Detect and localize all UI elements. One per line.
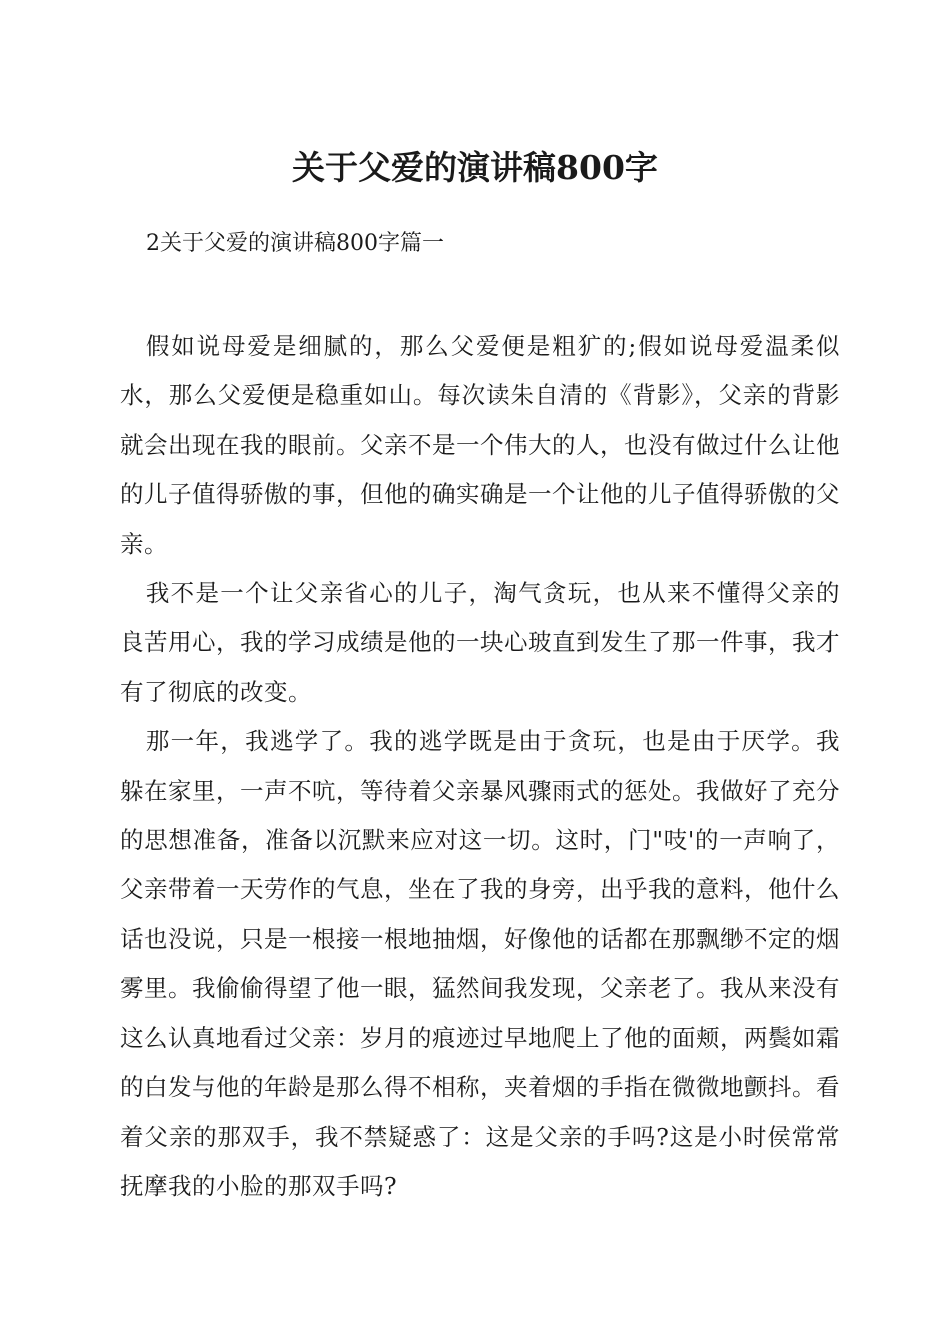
document-body [120, 322, 840, 1211]
document-subtitle: 2关于父爱的演讲稿800字篇一 [146, 231, 444, 256]
paragraph-1: 假如说母爱是细腻的，那么父爱便是粗犷的;假如说母爱温柔似水，那么父爱便是稳重如山。每次读朱自清的《背影》，父亲的背影就会出现在我的眼前。父亲不是一个伟大的人，也没有做过什么让他的儿子值得骄傲的事，但他的确实确是一个让他的儿子值得骄傲的父亲。 [120, 332, 840, 558]
paragraph-3: 那一年，我逃学了。我的逃学既是由于贪玩，也是由于厌学。我躲在家里，一声不吭，等待着父亲暴风骤雨式的惩处。我做好了充分的思想准备，准备以沉默来应对这一切。这时，门"吱'的一声响了，父亲带着一天劳作的气息，坐在了我的身旁，出乎我的意料，他什么话也没说，只是一根接一根地抽烟，好像他的话都在那飘缈不定的烟雾里。我偷偷得望了他一眼，猛然间我发现，父亲老了。我从来没有这么认真地看过父亲：岁月的痕迹过早地爬上了他的面颊，两鬓如霜的白发与他的年龄是那么得不相称，夹着烟的手指在微微地颤抖。看着父亲的那双手，我不禁疑惑了：这是父亲的手吗?这是小时侯常常抚摩我的小脸的那双手吗? [120, 727, 840, 1200]
document-title: 关于父爱的演讲稿800字 [292, 148, 658, 187]
paragraph-2: 我不是一个让父亲省心的儿子，淘气贪玩，也从来不懂得父亲的良苦用心，我的学习成绩是他的一块心玻直到发生了那一件事，我才有了彻底的改变。 [120, 579, 840, 706]
